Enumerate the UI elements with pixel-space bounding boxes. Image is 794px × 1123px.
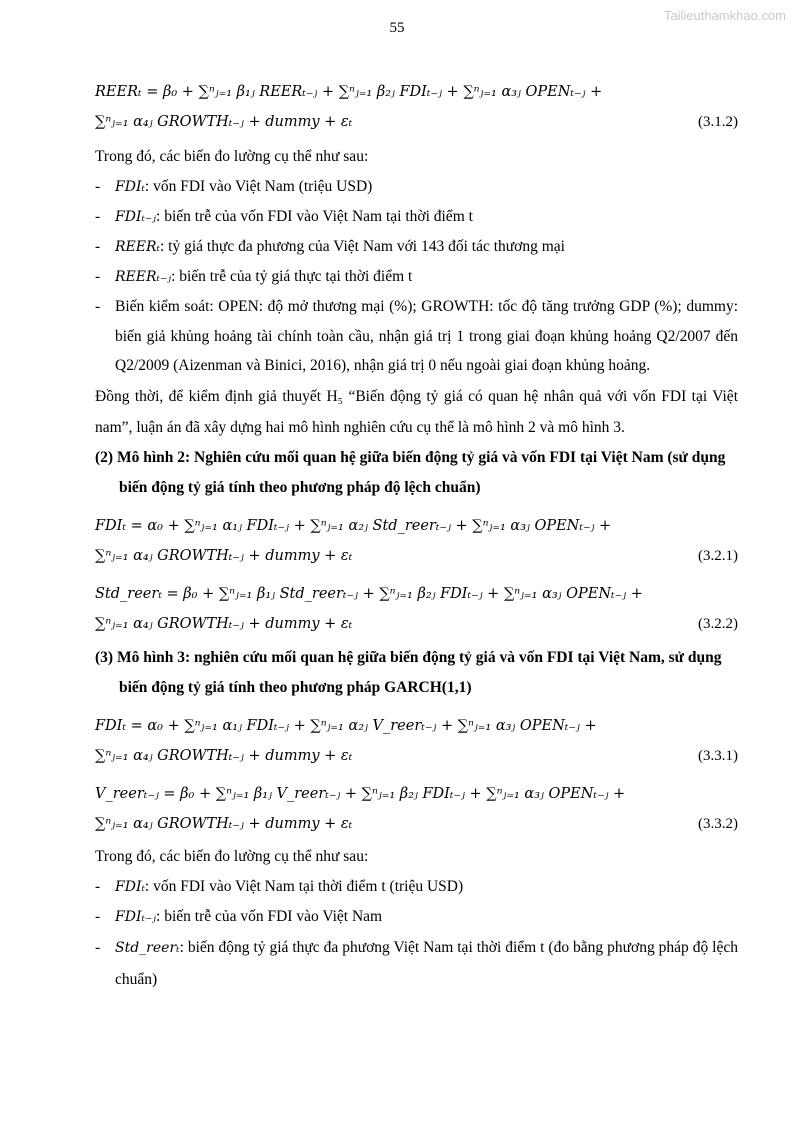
list-item: - REERₜ₋ⱼ: biến trễ của tỷ giá thực tại thời điểm t <box>95 268 413 285</box>
equation-line: V_reerₜ₋ⱼ = β₀ + ∑ⁿⱼ₌₁ β₁ⱼ V_reerₜ₋ⱼ + ∑ⁿⱼ₌₁ β₂ⱼ FDIₜ₋ⱼ + ∑ⁿⱼ₌₁ α₃ⱼ OPENₜ₋ⱼ + <box>95 785 626 802</box>
equation-3-2-1 <box>95 511 738 571</box>
list-item: - FDIₜ₋ⱼ: biến trễ của vốn FDI vào Việt Nam tại thời điểm t <box>95 208 473 225</box>
list-item: - REERₜ: tỷ giá thực đa phương của Việt Nam với 143 đối tác thương mại <box>95 238 565 255</box>
list-item: - FDIₜ₋ⱼ: biến trễ của vốn FDI vào Việt Nam <box>95 907 383 925</box>
equation-line: (3.3.2) ∑ⁿⱼ₌₁ α₄ⱼ GROWTHₜ₋ⱼ + dummy + εₜ <box>95 809 738 839</box>
list-item: - Std_reerₜ: biến động tỷ giá thực đa phương Việt Nam tại thời điểm t (đo bằng phương pháp độ lệch chuẩn) <box>95 938 738 988</box>
equation-number: (3.2.1) <box>698 547 738 564</box>
equation-number: (3.3.1) <box>698 747 738 764</box>
equation-number: (3.1.2) <box>698 114 738 130</box>
intro-paragraph: Trong đó, các biến đo lường cụ thể như sau: <box>95 148 369 165</box>
equation-number: (3.3.2) <box>698 815 738 832</box>
variables-list-1 <box>95 172 738 381</box>
model-3-heading: (3) Mô hình 3: nghiên cứu mối quan hệ giữa biến động tỷ giá và vốn FDI tại Việt Nam, sử dụng biến động tỷ giá tính theo phương pháp GARCH(1,1) <box>95 648 722 696</box>
equation-3-3-2 <box>95 779 738 839</box>
list-item: - FDIₜ: vốn FDI vào Việt Nam tại thời điểm t (triệu USD) <box>95 877 464 895</box>
equation-line: REERₜ = β₀ + ∑ⁿⱼ₌₁ β₁ⱼ REERₜ₋ⱼ + ∑ⁿⱼ₌₁ β₂ⱼ FDIₜ₋ⱼ + ∑ⁿⱼ₌₁ α₃ⱼ OPENₜ₋ⱼ + <box>95 84 603 100</box>
equation-line: (3.3.1) ∑ⁿⱼ₌₁ α₄ⱼ GROWTHₜ₋ⱼ + dummy + εₜ <box>95 741 738 771</box>
hypothesis-paragraph: Đồng thời, để kiểm định giả thuyết H₅ “Biến động tỷ giá có quan hệ nhân quả với vốn FDI tại Việt nam”, luận án đã xây dựng hai mô hình nghiên cứu cụ thể là mô hình 2 và mô hình 3. <box>95 387 738 436</box>
watermark: Tailieuthamkhao.com <box>663 8 786 23</box>
list-item: - FDIₜ: vốn FDI vào Việt Nam (triệu USD) <box>95 178 373 195</box>
equation-line: FDIₜ = α₀ + ∑ⁿⱼ₌₁ α₁ⱼ FDIₜ₋ⱼ + ∑ⁿⱼ₌₁ α₂ⱼ V_reerₜ₋ⱼ + ∑ⁿⱼ₌₁ α₃ⱼ OPENₜ₋ⱼ + <box>95 717 597 734</box>
equation-line: Std_reerₜ = β₀ + ∑ⁿⱼ₌₁ β₁ⱼ Std_reerₜ₋ⱼ + ∑ⁿⱼ₌₁ β₂ⱼ FDIₜ₋ⱼ + ∑ⁿⱼ₌₁ α₃ⱼ OPENₜ₋ⱼ + <box>95 585 643 602</box>
list-item: - Biến kiểm soát: OPEN: độ mở thương mại (%); GROWTH: tốc độ tăng trưởng GDP (%); dummy: biến giả khủng hoảng tài chính toàn cầu, nhận giá trị 1 trong giai đoạn khủng hoảng Q2/2007 đến Q2/2009 (Aizenman và Binici, 2016), nhận giá trị 0 nếu ngoài giai đoạn khủng hoảng. <box>95 298 738 374</box>
equation-number: (3.2.2) <box>698 615 738 632</box>
equation-3-2-2 <box>95 579 738 639</box>
equation-3-3-1 <box>95 711 738 771</box>
variables-list-2 <box>95 872 738 995</box>
equation-line: (3.2.2) ∑ⁿⱼ₌₁ α₄ⱼ GROWTHₜ₋ⱼ + dummy + εₜ <box>95 609 738 639</box>
page-body <box>95 77 738 995</box>
equation-line: (3.2.1) ∑ⁿⱼ₌₁ α₄ⱼ GROWTHₜ₋ⱼ + dummy + εₜ <box>95 541 738 571</box>
intro-paragraph-2: Trong đó, các biến đo lường cụ thể như sau: <box>95 847 369 865</box>
page-number: 55 <box>389 20 405 36</box>
equation-line: FDIₜ = α₀ + ∑ⁿⱼ₌₁ α₁ⱼ FDIₜ₋ⱼ + ∑ⁿⱼ₌₁ α₂ⱼ Std_reerₜ₋ⱼ + ∑ⁿⱼ₌₁ α₃ⱼ OPENₜ₋ⱼ + <box>95 517 612 534</box>
equation-line: (3.1.2) ∑ⁿⱼ₌₁ α₄ⱼ GROWTHₜ₋ⱼ + dummy + εₜ <box>95 107 738 137</box>
model-2-heading: (2) Mô hình 2: Nghiên cứu mối quan hệ giữa biến động tỷ giá và vốn FDI tại Việt Nam (sử dụng biến động tỷ giá tính theo phương pháp độ lệch chuẩn) <box>95 448 726 496</box>
equation-3-1-2 <box>95 77 738 137</box>
